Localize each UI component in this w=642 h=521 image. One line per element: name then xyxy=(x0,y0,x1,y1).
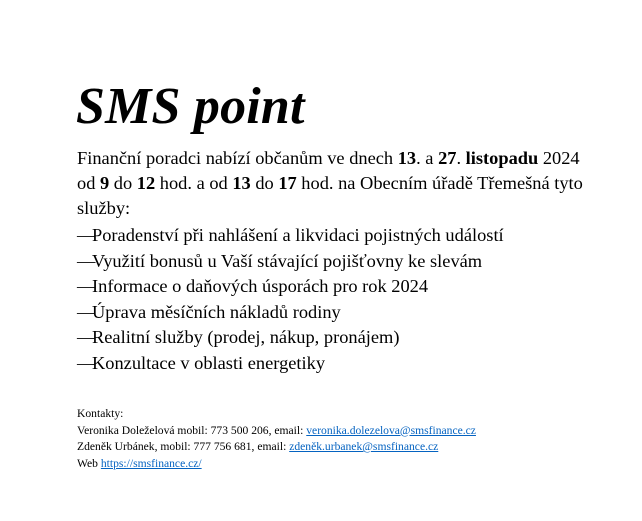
intro-hour-3: 13 xyxy=(232,173,251,193)
intro-text-7: do xyxy=(250,173,279,193)
contact-text: Zdeněk Urbánek, mobil: 777 756 681, email: xyxy=(77,440,290,453)
service-label: Informace o daňových úsporách pro rok 2024 xyxy=(92,276,429,297)
email-link-veronika[interactable]: veronika.dolezelova@smsfinance.cz xyxy=(306,423,476,437)
list-item xyxy=(77,274,504,300)
dash-bullet: — xyxy=(77,276,96,297)
service-label: Úprava měsíčních nákladů rodiny xyxy=(92,301,341,322)
intro-month: listopadu xyxy=(465,148,539,168)
web-row xyxy=(77,456,476,473)
dash-bullet: — xyxy=(77,327,96,348)
service-label: Poradenství při nahlášení a likvidaci pojistných událostí xyxy=(92,225,504,245)
intro-text-8: hod. na Obecním úřadě Třemešná tyto služby: xyxy=(77,173,583,218)
intro-text-2: . a xyxy=(416,148,439,168)
contacts-heading: Kontakty: xyxy=(77,407,124,420)
intro-hour-4: 17 xyxy=(278,173,297,193)
intro-text-5: do xyxy=(109,173,137,193)
contacts-block xyxy=(77,406,476,472)
intro-text-4: 2024 od xyxy=(77,148,580,193)
dash-bullet: — xyxy=(77,250,96,271)
intro-text-3: . xyxy=(456,148,466,168)
service-label: Využití bonusů u Vaší stávající pojišťovny ke slevám xyxy=(92,250,483,271)
web-link[interactable]: https://smsfinance.cz/ xyxy=(100,456,202,470)
intro-paragraph xyxy=(77,146,597,221)
intro-day-2: 27 xyxy=(438,148,457,168)
list-item xyxy=(77,249,504,275)
services-list xyxy=(77,223,504,377)
contact-row-zdenek xyxy=(77,439,476,456)
intro-text-6: hod. a od xyxy=(155,173,233,193)
contact-row-veronika xyxy=(77,423,476,440)
dash-bullet: — xyxy=(77,301,96,322)
intro-day-1: 13 xyxy=(397,148,417,168)
dash-bullet: — xyxy=(77,225,96,245)
intro-hour-2: 12 xyxy=(136,173,156,193)
intro-hour-1: 9 xyxy=(100,173,110,193)
intro-text-1: Finanční poradci nabízí občanům ve dnech xyxy=(77,148,398,168)
service-label: Realitní služby (prodej, nákup, pronájem) xyxy=(92,327,400,348)
page-title: SMS point xyxy=(76,78,305,135)
list-item xyxy=(77,300,504,326)
web-label: Web xyxy=(77,456,101,470)
list-item xyxy=(77,351,504,377)
dash-bullet: — xyxy=(77,352,96,373)
list-item xyxy=(77,223,504,249)
service-label: Konzultace v oblasti energetiky xyxy=(92,352,326,373)
list-item xyxy=(77,325,504,351)
contact-text: Veronika Doleželová mobil: 773 500 206, email: xyxy=(77,423,307,437)
email-link-zdenek[interactable]: zdeněk.urbanek@smsfinance.cz xyxy=(289,440,439,453)
